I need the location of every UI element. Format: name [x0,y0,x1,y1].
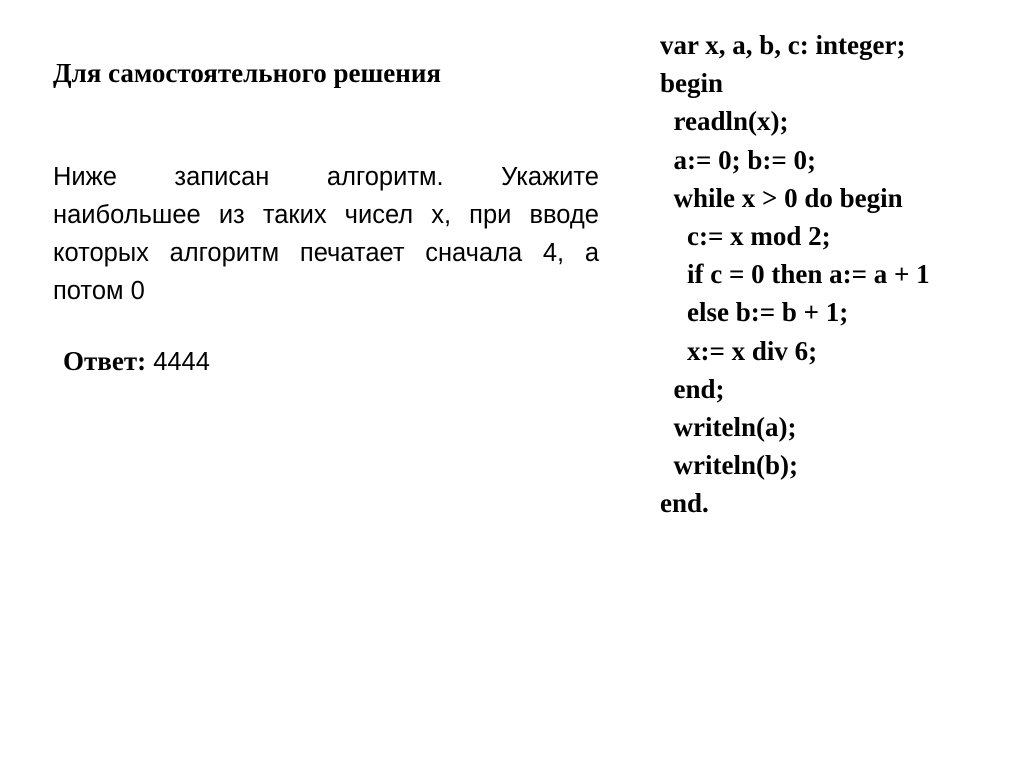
task-text: Ниже записан алгоритм. Укажите наибольшее из таких чисел x, при вводе которых алгоритм печатает сначала 4, а потом 0 [53,163,599,305]
answer-line [63,343,210,380]
code-line: writeln(b); [660,450,798,481]
answer-value: 4444 [153,348,210,376]
code-line: var x, a, b, c: integer; [660,30,906,60]
code-line: readln(x); [660,106,789,137]
answer-label: Ответ: [63,346,147,376]
code-line: end; [660,373,725,404]
code-line: c:= x mod 2; [660,220,831,251]
code-line: if c = 0 then a:= a + 1 [660,259,930,290]
code-line: while x > 0 do begin [660,182,903,213]
code-line: end. [660,488,709,519]
code-line: a:= 0; b:= 0; [660,144,817,175]
code-line: else b:= b + 1; [660,297,849,328]
code-line: writeln(a); [660,411,797,442]
code-listing [660,26,930,522]
code-line: begin [660,68,724,99]
slide-heading: Для самостоятельного решения [53,58,441,88]
code-line: x:= x div 6; [660,335,818,366]
